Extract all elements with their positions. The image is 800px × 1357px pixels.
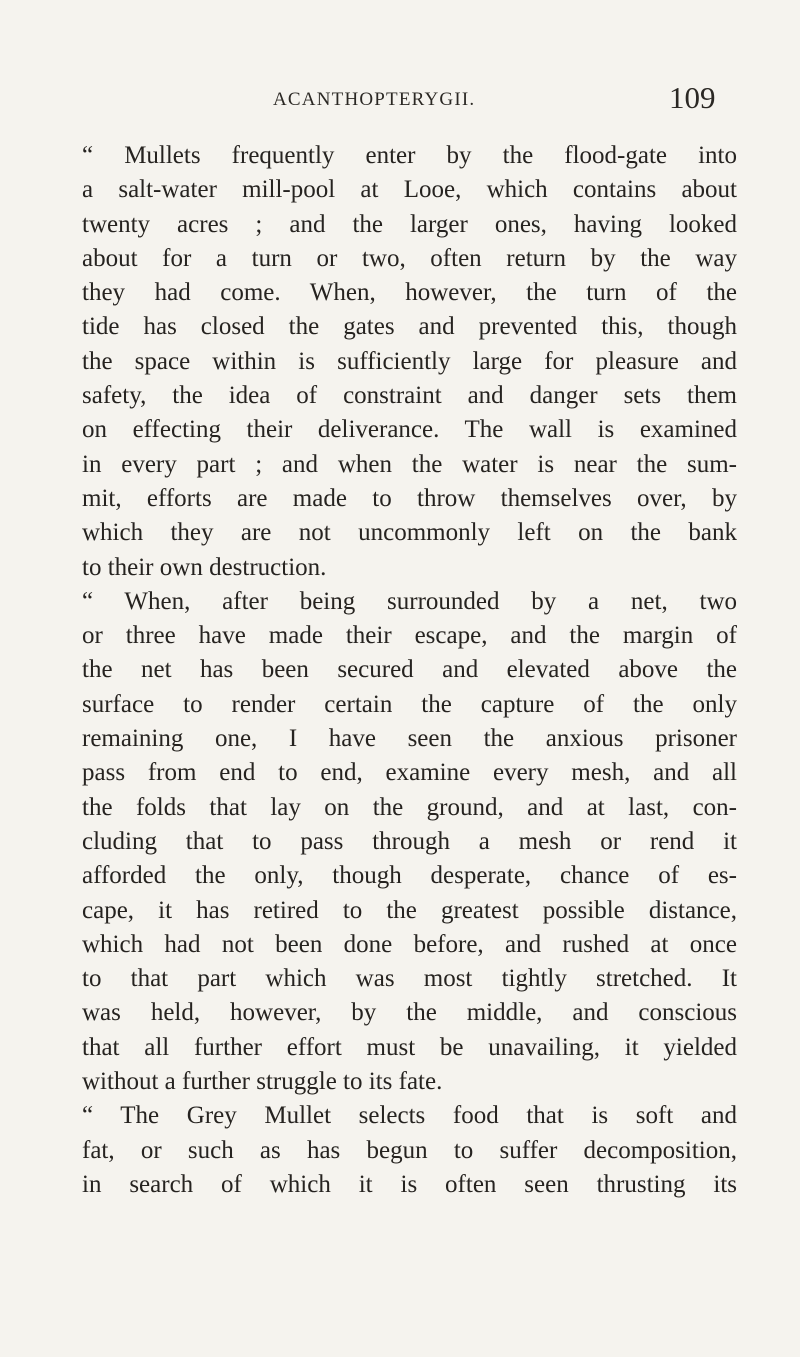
text-line: to their own destruction. — [82, 553, 327, 581]
text-line: without a further struggle to its fate. — [82, 1068, 443, 1096]
running-head: ACANTHOPTERYGII. — [273, 89, 476, 110]
text-line: surface to render certain the capture of the only — [82, 690, 737, 718]
text-line: to that part which was most tightly stretched. It — [82, 965, 737, 993]
text-line: cluding that to pass through a mesh or rend it — [82, 827, 737, 855]
text-line: tide has closed the gates and prevented this, though — [82, 313, 737, 341]
text-line: the folds that lay on the ground, and at last, con- — [82, 793, 737, 821]
text-line: or three have made their escape, and the margin of — [82, 622, 737, 650]
text-line: pass from end to end, examine every mesh, and all — [82, 759, 737, 787]
text-line: cape, it has retired to the greatest possible distance, — [82, 896, 737, 924]
text-line: they had come. When, however, the turn of the — [82, 279, 737, 307]
body-text — [82, 139, 737, 1202]
text-line: which they are not uncommonly left on the bank — [82, 519, 737, 547]
text-line: safety, the idea of constraint and danger sets them — [82, 382, 737, 410]
text-line: in search of which it is often seen thrusting its — [82, 1170, 737, 1198]
text-line: in every part ; and when the water is near the sum- — [82, 450, 737, 478]
text-line: remaining one, I have seen the anxious prisoner — [82, 725, 737, 753]
text-line: the space within is sufficiently large for pleasure and — [82, 347, 737, 375]
text-line: afforded the only, though desperate, chance of es- — [82, 862, 737, 890]
text-line: mit, efforts are made to throw themselves over, by — [82, 484, 737, 512]
text-line: about for a turn or two, often return by the way — [82, 244, 737, 272]
text-line: fat, or such as has begun to suffer decomposition, — [82, 1136, 737, 1164]
text-line: which had not been done before, and rushed at once — [82, 930, 737, 958]
text-line: the net has been secured and elevated above the — [82, 656, 737, 684]
text-line: “ When, after being surrounded by a net, two — [82, 587, 737, 615]
text-line: was held, however, by the middle, and conscious — [82, 999, 737, 1027]
text-line: “ The Grey Mullet selects food that is soft and — [82, 1102, 737, 1130]
page-number: 109 — [669, 80, 716, 115]
text-line: that all further effort must be unavailing, it yielded — [82, 1033, 737, 1061]
text-line: a salt-water mill-pool at Looe, which contains about — [82, 176, 737, 204]
text-line: on effecting their deliverance. The wall is examined — [82, 416, 737, 444]
text-line: twenty acres ; and the larger ones, having looked — [82, 210, 737, 238]
text-line: “ Mullets frequently enter by the flood-gate into — [82, 142, 737, 169]
